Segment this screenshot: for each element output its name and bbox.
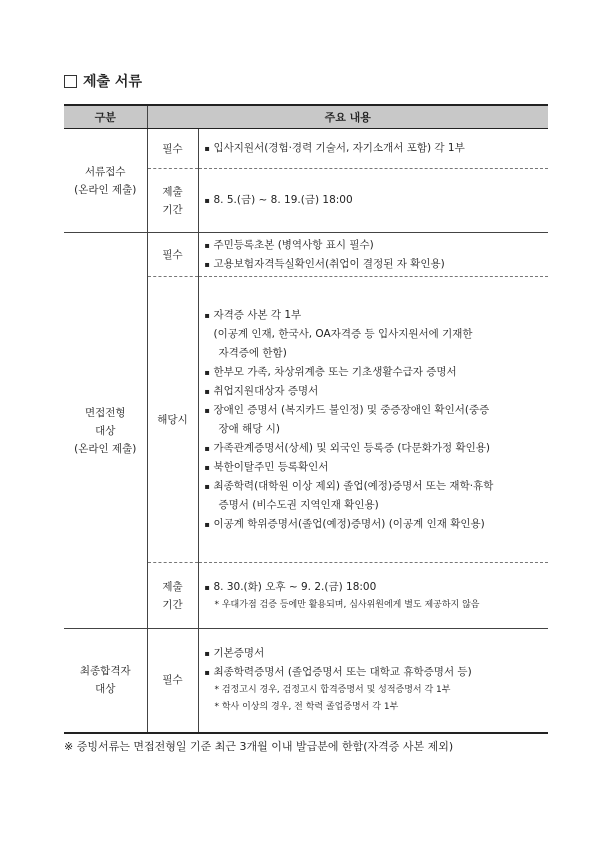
checkbox-square-icon (64, 75, 77, 88)
table-row (64, 233, 548, 277)
table-header-row (64, 105, 548, 129)
content-cell: ▪ 8. 5.(금) ~ 8. 19.(금) 18:00 (198, 169, 548, 233)
subcategory-cell: 필수 (147, 629, 198, 733)
header-content: 주요 내용 (147, 105, 548, 129)
subcategory-cell: 제출 기간 (147, 169, 198, 233)
category-cell: 서류접수 (온라인 제출) (64, 129, 147, 233)
subcategory-cell: 필수 (147, 233, 198, 277)
section-title (64, 71, 142, 91)
subcategory-cell: 필수 (147, 129, 198, 169)
category-cell: 면접전형 대상 (온라인 제출) (64, 233, 147, 629)
subcategory-cell: 제출 기간 (147, 563, 198, 629)
content-cell: ▪ 주민등록초본 (병역사항 표시 필수) ▪ 고용보험자격득실확인서(취업이 결정된 자 확인용) (198, 233, 548, 277)
document-table (64, 104, 548, 734)
header-category: 구분 (64, 105, 147, 129)
table-row (64, 629, 548, 733)
footer-note: ※ 증빙서류는 면접전형일 기준 최근 3개월 이내 발급분에 한함(자격증 사본 제외) (64, 740, 454, 753)
content-cell: ▪ 입사지원서(경험·경력 기술서, 자기소개서 포함) 각 1부 (198, 129, 548, 169)
subcategory-cell: 해당시 (147, 277, 198, 563)
content-cell: ▪ 기본증명서 ▪ 최종학력증명서 (졸업증명서 또는 대학교 휴학증명서 등) * 검정고시 경우, 검정고시 합격증명서 및 성적증명서 각 1부 * 학사 이상의 경우, 전 학력 졸업증명서 각 1부 (198, 629, 548, 733)
category-cell: 최종합격자 대상 (64, 629, 147, 733)
table-row (64, 129, 548, 169)
section-title-text: 제출 서류 (83, 74, 142, 90)
content-cell: ▪ 자격증 사본 각 1부 (이공계 인재, 한국사, OA자격증 등 입사지원서에 기재한 자격증에 한함) ▪ 한부모 가족, 차상위계층 또는 기초생활수급자 증명서 ▪ 취업지원대상자 증명서 ▪ 장애인 증명서 (복지카드 불인정) 및 중증장애인 확인서(중증 장애 해당 시) ▪ 가족관계증명서(상세) 및 외국인 등록증 (다문화가정 확인용) ▪ 북한이탈주민 등록확인서 ▪ 최종학력(대학원 이상 제외) 졸업(예정)증명서 또는 재학·휴학 증명서 (비수도권 지역인재 확인용) ▪ 이공계 학위증명서(졸업(예정)증명서) (이공계 인재 확인용) (198, 277, 548, 563)
content-cell: ▪ 8. 30.(화) 오후 ~ 9. 2.(금) 18:00 * 우대가점 검증 등에만 활용되며, 심사위원에게 별도 제공하지 않음 (198, 563, 548, 629)
